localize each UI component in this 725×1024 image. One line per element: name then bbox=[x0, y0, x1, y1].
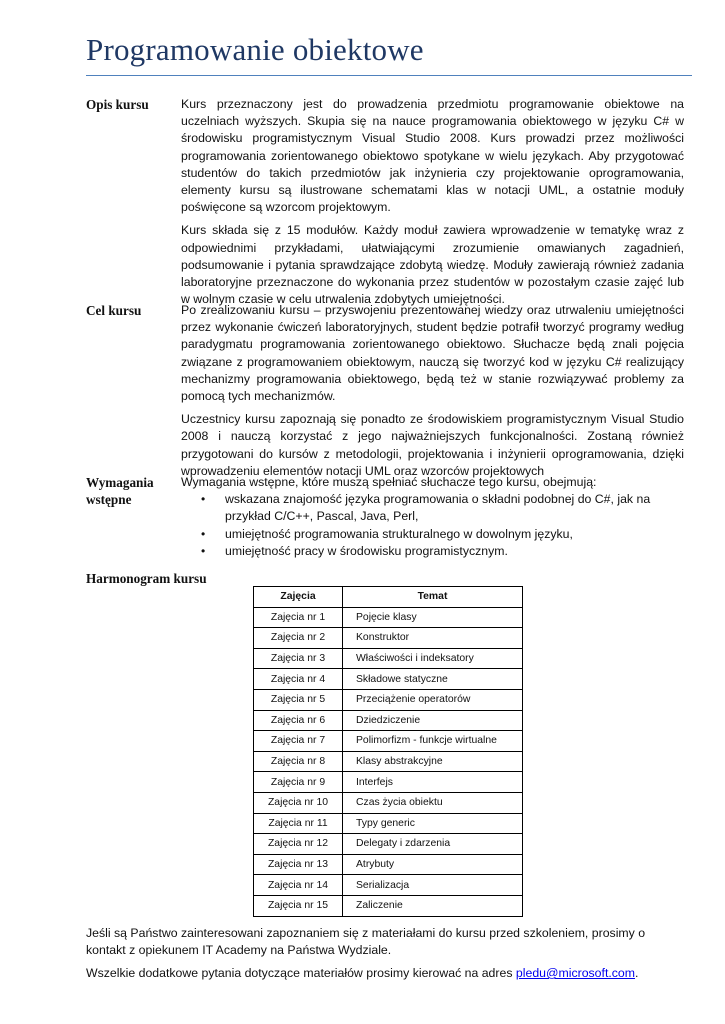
table-row bbox=[254, 854, 523, 875]
requirement-item bbox=[181, 491, 684, 525]
table-row bbox=[254, 895, 523, 916]
table-row bbox=[254, 813, 523, 834]
topic-cell: Właściwości i indeksatory bbox=[343, 648, 523, 669]
requirement-item bbox=[181, 543, 684, 560]
column-header-zajecia: Zajęcia bbox=[254, 587, 343, 608]
schedule-table-body bbox=[254, 607, 523, 916]
topic-cell: Atrybuty bbox=[343, 854, 523, 875]
table-row bbox=[254, 689, 523, 710]
session-cell: Zajęcia nr 7 bbox=[254, 731, 343, 752]
cel-paragraph-1: Po zrealizowaniu kursu – przyswojeniu prezentowanej wiedzy oraz utrwaleniu umiejętności przez wykonanie ćwiczeń laboratoryjnych, student będzie potrafił tworzyć programy według paradygmatu programowania zorientowanego obiektowo. Słuchacze będą znali pojęcia związane z programowaniem obiektowym, nauczą się tworzyć kod w języku C# realizujący mechanizmy programowania obiektowego, będą też w stanie rozwiązywać problemy za pomocą tych mechanizmów. bbox=[181, 303, 684, 404]
table-row bbox=[254, 710, 523, 731]
table-row bbox=[254, 772, 523, 793]
section-content-cel bbox=[181, 302, 684, 480]
requirements-list bbox=[181, 491, 684, 560]
session-cell: Zajęcia nr 2 bbox=[254, 628, 343, 649]
section-label-wymagania: Wymagania wstępne bbox=[86, 475, 154, 507]
session-cell: Zajęcia nr 11 bbox=[254, 813, 343, 834]
session-cell: Zajęcia nr 5 bbox=[254, 689, 343, 710]
section-content-wymagania bbox=[181, 474, 684, 560]
bullet-icon: • bbox=[201, 526, 206, 541]
section-content-opis bbox=[181, 96, 684, 308]
section-label-opis: Opis kursu bbox=[86, 97, 149, 112]
session-cell: Zajęcia nr 12 bbox=[254, 834, 343, 855]
topic-cell: Interfejs bbox=[343, 772, 523, 793]
session-cell: Zajęcia nr 4 bbox=[254, 669, 343, 690]
topic-cell: Czas życia obiektu bbox=[343, 792, 523, 813]
table-row bbox=[254, 607, 523, 628]
table-row bbox=[254, 648, 523, 669]
bullet-icon: • bbox=[201, 543, 206, 558]
topic-cell: Dziedziczenie bbox=[343, 710, 523, 731]
table-header-row bbox=[254, 587, 523, 608]
footer-note-text: Jeśli są Państwo zainteresowani zapoznaniem się z materiałami do kursu przed szkoleniem, prosimy o kontakt z opiekunem IT Academy na Państwa Wydziale. bbox=[86, 926, 646, 958]
email-link[interactable]: pledu@microsoft.com bbox=[515, 966, 636, 980]
table-row bbox=[254, 834, 523, 855]
session-cell: Zajęcia nr 15 bbox=[254, 895, 343, 916]
table-row bbox=[254, 875, 523, 896]
footer-contact bbox=[86, 965, 686, 982]
wymagania-intro: Wymagania wstępne, które muszą spełniać słuchacze tego kursu, obejmują: bbox=[181, 475, 597, 489]
session-cell: Zajęcia nr 1 bbox=[254, 607, 343, 628]
requirement-text: umiejętność programowania strukturalnego w dowolnym języku, bbox=[225, 526, 573, 541]
column-header-temat: Temat bbox=[343, 587, 523, 608]
topic-cell: Konstruktor bbox=[343, 628, 523, 649]
section-label-harmonogram: Harmonogram kursu bbox=[86, 571, 207, 586]
session-cell: Zajęcia nr 10 bbox=[254, 792, 343, 813]
session-cell: Zajęcia nr 3 bbox=[254, 648, 343, 669]
requirement-item bbox=[181, 526, 684, 543]
topic-cell: Zaliczenie bbox=[343, 895, 523, 916]
topic-cell: Pojęcie klasy bbox=[343, 607, 523, 628]
session-cell: Zajęcia nr 14 bbox=[254, 875, 343, 896]
session-cell: Zajęcia nr 6 bbox=[254, 710, 343, 731]
topic-cell: Przeciążenie operatorów bbox=[343, 689, 523, 710]
topic-cell: Polimorfizm - funkcje wirtualne bbox=[343, 731, 523, 752]
table-row bbox=[254, 731, 523, 752]
table-row bbox=[254, 628, 523, 649]
table-row bbox=[254, 669, 523, 690]
opis-paragraph-1: Kurs przeznaczony jest do prowadzenia przedmiotu programowanie obiektowe na uczelniach wyższych. Skupia się na nauce programowania obiektowego w języku C# w środowisku programistycznym Visual Studio 2008. Kurs prowadzi przez możliwości programowania zorientowanego obiektowo spotykane w wielu językach. Aby przygotować studentów do takich przedmiotów jak inżynieria czy projektowanie oprogramowania, elementy kursu są ilustrowane schematami klas w notacji UML, a ostatnie moduły poświęcone są wzorcom projektowym. bbox=[181, 97, 684, 215]
topic-cell: Składowe statyczne bbox=[343, 669, 523, 690]
page-title: Programowanie obiektowe bbox=[86, 32, 424, 67]
session-cell: Zajęcia nr 8 bbox=[254, 751, 343, 772]
topic-cell: Klasy abstrakcyjne bbox=[343, 751, 523, 772]
section-label-cel: Cel kursu bbox=[86, 303, 142, 318]
contact-prefix: Wszelkie dodatkowe pytania dotyczące materiałów prosimy kierować na adres bbox=[86, 966, 516, 980]
opis-paragraph-2: Kurs składa się z 15 modułów. Każdy moduł zawiera wprowadzenie w tematykę wraz z odpowiednimi przykładami, ułatwiającymi zrozumienie omawianych zagadnień, podsumowanie i pytania sprawdzające zdobytą wiedzę. Moduły zawierają również zadania laboratoryjne przeznaczone do wykonania przez studentów w pozostałym czasie zajęć lub w wolnym czasie w celu utrwalenia zdobytych umiejętności. bbox=[181, 223, 684, 307]
schedule-table bbox=[253, 586, 523, 917]
table-row bbox=[254, 751, 523, 772]
session-cell: Zajęcia nr 9 bbox=[254, 772, 343, 793]
topic-cell: Typy generic bbox=[343, 813, 523, 834]
requirement-text: umiejętność pracy w środowisku programistycznym. bbox=[225, 543, 508, 558]
requirement-text: wskazana znajomość języka programowania o składni podobnej do C#, jak na przykład C/C++, Pascal, Java, Perl, bbox=[225, 492, 651, 524]
bullet-icon: • bbox=[201, 492, 206, 507]
topic-cell: Delegaty i zdarzenia bbox=[343, 834, 523, 855]
contact-suffix: . bbox=[635, 966, 639, 980]
session-cell: Zajęcia nr 13 bbox=[254, 854, 343, 875]
footer-note bbox=[86, 925, 686, 959]
cel-paragraph-2: Uczestnicy kursu zapoznają się ponadto ze środowiskiem programistycznym Visual Studio 2008 i nauczą korzystać z jego najważniejszych funkcjonalności. Zostaną również przygotowani do kursów z metodologii, projektowania i inżynierii oprogramowania, dzięki wprowadzeniu elementów notacji UML oraz wzorców projektowych bbox=[181, 412, 684, 478]
topic-cell: Serializacja bbox=[343, 875, 523, 896]
title-underline bbox=[86, 75, 692, 76]
table-row bbox=[254, 792, 523, 813]
